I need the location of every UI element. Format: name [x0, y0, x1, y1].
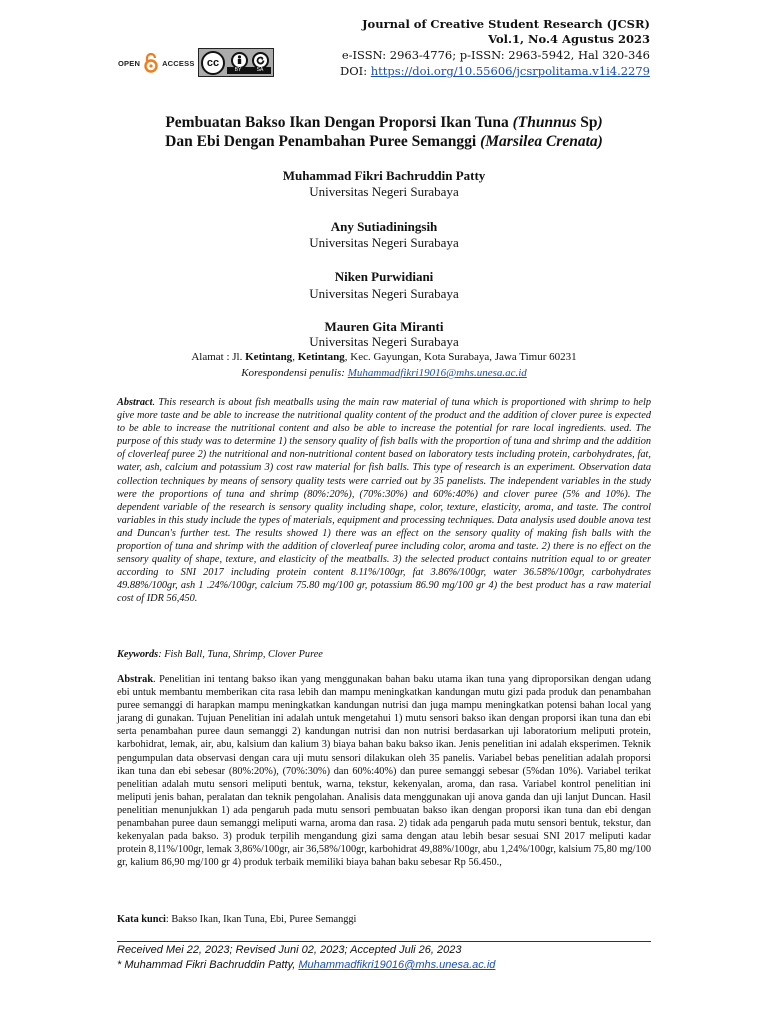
- address-street: Ketintang: [245, 351, 293, 363]
- article-title-line1: [0, 113, 768, 133]
- abstrak-label: Abstrak: [117, 674, 154, 685]
- correspondence-label: Korespondensi penulis:: [241, 367, 348, 379]
- doi-label: DOI:: [340, 64, 371, 78]
- abstract-text: . This research is about fish meatballs using the main raw material of tuna which is proportioned with shrimp to help give more taste and be able to increase the nutritional quality content of the product and the addition of clover puree is expected to be able to increase the nutritional content and also be able to increase the potential for rare local ingredients. used. The purpose of this study was to determine 1) the sensory quality of fish balls with the proportion of tuna and shrimp and the addition of cloverleaf puree 2) the nutritional and non-nutritional content based on laboratory tests including protein, carbohydrates, fat, water, ash, calcium and potassium 3) cost raw material for fish balls. This type of research is an experiment. Observation data collection techniques by means of sensory quality tests were carried out by 35 panelists. The independent variables in the study were the proportions of tuna and shrimp (80%:20%), (70%:30%) and 60%:40%) and clover puree (5% and 10%). The dependent variable of the research is sensory quality including shape, color, texture, elasticity, aroma, and taste. The control variables in this study include the types of materials, equipment and processing techniques. Data analysis used double anova test and Duncan's further test. The results showed 1) there was an effect on the sensory quality of making fish balls with the proportion of tuna and shrimp with the addition of cloverleaf puree including color, aroma and taste. 2) there is no effect on the sensory quality of shape, texture, and elasticity of the meatballs. 3) the selected product contains nutrition equal to or greater according to SNI 2017 including protein content 8.11%/100gr, fat 3.86%/100gr, water 36.58%/100gr, carbohydrates 49.88%/100gr, ash 1 .24%/100gr, calcium 75.80 mg/100 gr, potassium 86.90 mg/100 gr 4) the best product has a raw material cost of IDR 56,450.: [117, 397, 651, 605]
- abstrak-text: . Penelitian ini tentang bakso ikan yang menggunakan bahan baku utama ikan tuna yang diproporsikan dengan udang ebi untuk membantu memberikan cita rasa lebih dan mampu meningkatkan kandungan mutu gizi pada produk dan penambahan puree semanggi di harapkan mampu meningkatkan kandungan nutrisi dan juga mampu meningkatkan potensi bahan local yang jarang di gunakan. Tujuan Penelitian ini adalah untuk mengetahui 1) mutu sensori bakso ikan dengan proporsi ikan tuna dan ebi serta penambahan puree daun semanggi 2) kandungan nutrisi dan non nutrisi berdasarkan uji laboratorium meliputi protein, karbohidrat, lemak, air, abu, kalsium dan kalium 3) biaya bahan baku bakso ikan. Jenis penelitian ini adalah eksperimen. Teknik pengumpulan data observasi dengan cara uji mutu sensori dilakukan oleh 35 panelis. Variabel bebas penelitian adalah proporsi ikan tuna dan ebi sebesar (80%:20%), (70%:30%) dan 60%:40%) dan puree semanggi sebesar (5%dan 10%). Variabel terikat penelitian adalah mutu sensori meliputi bentuk, warna, tekstur, kekenyalan, aroma, dan rasa. Variabel kontrol penelitian ini meliputi jenis bahan, peralatan dan teknik pengolahan. Analisis data menggunakan uji anova ganda dan uji lanjut Duncan. Hasil penelitian menunjukkan 1) ada pengaruh pada mutu sensori pembuatan bakso ikan dengan proporsi ikan tuna dan ebi dengan penambahan puree daun semanggi meliputi warna, aroma dan rasa. 2) tidak ada pengaruh pada mutu sensori bentuk, tekstur, dan kekenyalan pada bakso. 3) produk terpilih mengandung gizi sama dengan atau lebih besar sesuai SNI 2017 meliputi kadar protein 8,11%/100gr, lemak 3,86%/100gr, air 36,58%/100gr, karbohidrat 49,88%/100gr, abu 1,24%/100gr, kalsium 75,80 mg/100 gr, kalium 86,90 mg/100 gr 4) produk terbaik memiliki biaya bahan baku sebesar Rp 56.450.,: [117, 674, 651, 869]
- author-affiliation: Universitas Negeri Surabaya: [309, 286, 459, 301]
- cc-sa-label: SA: [256, 67, 264, 73]
- cc-by-label: BY: [234, 67, 242, 73]
- address-sep: ,: [292, 351, 298, 363]
- cc-icon: cc: [201, 51, 225, 75]
- kata-kunci-label: Kata kunci: [117, 914, 166, 925]
- title-text: Pembuatan Bakso Ikan Dengan Proporsi Ikan Tuna: [165, 114, 513, 131]
- author-affiliation: Universitas Negeri Surabaya: [309, 235, 459, 250]
- keywords-label: Keywords: [117, 649, 159, 660]
- keywords-text: : Fish Ball, Tuna, Shrimp, Clover Puree: [158, 649, 323, 660]
- footer-corr-prefix: * Muhammad Fikri Bachruddin Patty,: [117, 959, 299, 971]
- title-species: (Thunnus: [512, 114, 577, 131]
- doi-link[interactable]: https://doi.org/10.55606/jcsrpolitama.v1i4.2279: [370, 64, 650, 78]
- title-paren: ): [597, 114, 603, 131]
- footer-email-link[interactable]: Muhammadfikri19016@mhs.unesa.ac.id: [298, 959, 496, 971]
- author-name: Muhammad Fikri Bachruddin Patty: [282, 168, 486, 183]
- author-name: Any Sutiadiningsih: [330, 219, 438, 234]
- open-access-lock-icon: [143, 53, 159, 73]
- author-affiliation: Universitas Negeri Surabaya: [309, 334, 459, 349]
- address-street: Ketintang: [297, 351, 345, 363]
- title-text: Dan Ebi Dengan Penambahan Puree Semanggi: [165, 133, 481, 150]
- keywords-english: [117, 649, 323, 660]
- kata-kunci-text: : Bakso Ikan, Ikan Tuna, Ebi, Puree Semanggi: [165, 914, 357, 925]
- article-title-line2: [0, 132, 768, 152]
- address-prefix: Alamat : Jl.: [191, 351, 246, 363]
- page-header: [0, 0, 768, 90]
- open-access-left-text: OPEN: [118, 58, 141, 68]
- footer-divider: [117, 941, 651, 942]
- abstract-english: [117, 396, 651, 606]
- abstract-label: Abstract: [117, 397, 153, 408]
- journal-name: Journal of Creative Student Research (JCSR): [362, 17, 650, 31]
- title-species: (Marsilea Crenata): [480, 133, 603, 150]
- received-dates: Received Mei 22, 2023; Revised Juni 02, 2023; Accepted Juli 26, 2023: [117, 944, 462, 956]
- journal-volume: Vol.1, No.4 Agustus 2023: [488, 32, 650, 46]
- keywords-indonesian: [117, 914, 356, 925]
- journal-doi: [340, 64, 650, 80]
- author-address: [0, 351, 768, 363]
- author-name: Mauren Gita Miranti: [324, 319, 444, 334]
- open-access-right-text: ACCESS: [162, 58, 195, 68]
- cc-label-strip: [227, 67, 271, 74]
- address-rest: , Kec. Gayungan, Kota Surabaya, Jawa Timur 60231: [344, 351, 577, 363]
- journal-issn: e-ISSN: 2963-4776; p-ISSN: 2963-5942, Hal 320-346: [341, 48, 650, 62]
- author-affiliation: Universitas Negeri Surabaya: [309, 184, 459, 199]
- abstract-indonesian: [117, 673, 651, 869]
- cc-by-sa-badge: [198, 48, 274, 77]
- author-name: Niken Purwidiani: [334, 269, 434, 284]
- correspondence-email-link[interactable]: Muhammadfikri19016@mhs.unesa.ac.id: [347, 367, 527, 379]
- footer-correspondence: [117, 959, 495, 971]
- open-access-logo: [118, 52, 195, 74]
- correspondence-line: [0, 367, 768, 379]
- title-text: Sp: [576, 114, 598, 131]
